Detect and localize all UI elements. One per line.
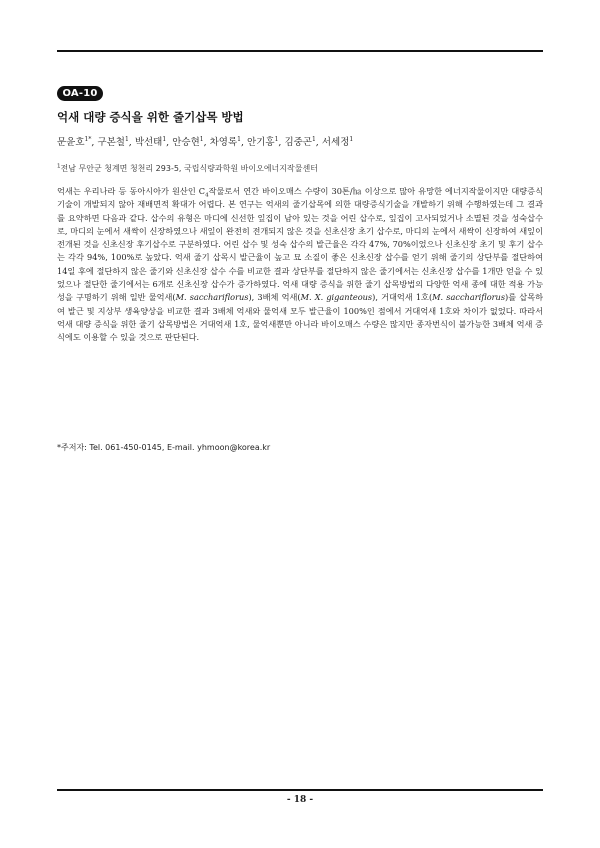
author-separator: , bbox=[240, 137, 248, 148]
abstract-text-5: )를 삽목하여 발근 및 지상부 생육양상을 비교한 결과 3배체 억새와 물억새 모두 발근율이 100%인 점에서 거대억새 1호와 차이가 없었다. 따라서 억새 대량 증식을 위한 줄기 삽목방법은 거대억새 1호, 물억새뿐만 아니라 바이오매스 수량은 많지만 종자번식이 불가능한 3배체 억새 증식에도 이용할 수 있을 것으로 판단된다. bbox=[57, 292, 544, 343]
author-separator: , bbox=[203, 137, 210, 148]
species-name: M. sacchariflorus bbox=[432, 292, 506, 303]
abstract-text-1: 억새는 우리나라 등 동아시아가 원산인 C bbox=[57, 186, 206, 196]
session-badge: OA-10 bbox=[57, 86, 103, 101]
author-separator: , bbox=[315, 137, 322, 148]
author-name: 박선태 bbox=[134, 137, 163, 148]
affiliation-marker: 1 bbox=[57, 163, 61, 170]
author-affiliation-marker: 1 bbox=[124, 135, 129, 143]
abstract-body bbox=[57, 185, 543, 345]
author-affiliation-marker: 1 bbox=[237, 135, 241, 143]
species-name: M. X. giganteous bbox=[300, 292, 373, 303]
author-name: 김중곤 bbox=[284, 137, 312, 148]
abstract-text-2: 작물로서 연간 바이오매스 수량이 30톤/㏊ 이상으로 많아 유망한 에너지작물이지만 대량증식기술이 개발되지 않아 재배면적 확대가 어렵다. 본 연구는 억새의 줄기삽목에 의한 대량증식기술을 개발하기 위해 수행하였는데 그 결과를 요약하면 다음과 같다. 삽수의 유형은 마디에 신선한 잎집이 남아 있는 것을 어린 삽수로, 잎집이 고사되었거나 소멸된 것을 성숙삽수로, 마디의 눈에서 새싹이 신장하였으나 새잎이 완전히 전개되지 않은 것을 신초신장 초기 삽수로, 마디의 눈에서 새싹이 신장하여 새잎이 전개된 것을 신초신장 후기삽수로 구분하였다. 어린 삽수 및 성숙 삽수의 발근율은 각각 47%, 70%이었으나 신초신장 초기 및 후기 삽수는 각각 94%, 100%로 높았다. 억새 줄기 삽목시 발근율이 높고 묘 소질이 좋은 신초신장 삽수를 얻기 위해 줄기의 상단부를 절단하여 14일 후에 절단하지 않은 줄기와 신초신장 삽수 수를 비교한 결과 상단부를 절단하지 않은 줄기에서는 신초신장 삽수를 1개만 얻을 수 있었으나 절단한 줄기에서는 6개로 신초신장 삽수가 증가하였다. 억새 대량 증식을 위한 줄기 삽목방법의 다양한 억새 종에 대한 적용 가능성을 구명하기 위해 일반 물억새( bbox=[57, 186, 543, 303]
author-affiliation-marker: 1 bbox=[274, 135, 279, 143]
species-name: M. sacchariflorus bbox=[175, 292, 249, 303]
bottom-rule bbox=[57, 789, 543, 791]
abstract-text-3: ), 3배체 억새( bbox=[248, 292, 301, 303]
author-list bbox=[57, 135, 543, 151]
author-affiliation-marker: 1 bbox=[311, 135, 316, 143]
author-separator: , bbox=[278, 137, 285, 148]
abstract-text-4: ), 거대억새 1호( bbox=[372, 292, 433, 303]
author-affiliation-marker: 1* bbox=[84, 135, 92, 143]
author-affiliation-marker: 1 bbox=[162, 135, 167, 143]
author-affiliation-marker: 1 bbox=[349, 135, 354, 143]
c4-subscript: 4 bbox=[205, 192, 209, 199]
author-name: 차영록 bbox=[209, 137, 238, 148]
author-name: 서세정 bbox=[321, 137, 350, 148]
affiliation-text: 전남 무안군 청계면 청천리 293-5, 국립식량과학원 바이오에너지작물센터 bbox=[60, 164, 318, 173]
author-name: 문윤호 bbox=[57, 137, 85, 148]
page-number: - 18 - bbox=[286, 795, 314, 805]
author-affiliation-marker: 1 bbox=[199, 135, 204, 143]
author-name: 안승현 bbox=[172, 137, 200, 148]
author-separator: , bbox=[128, 137, 135, 148]
affiliation bbox=[57, 162, 543, 176]
corresponding-author: *주저자: Tel. 061-450-0145, E-mail. yhmoon@korea.kr bbox=[57, 443, 271, 452]
top-rule bbox=[57, 50, 543, 52]
author-name: 구본철 bbox=[97, 137, 125, 148]
author-name: 안기홍 bbox=[247, 137, 275, 148]
author-separator: , bbox=[166, 137, 173, 148]
author-separator: , bbox=[91, 137, 98, 148]
paper-title: 억새 대량 증식을 위한 줄기삽목 방법 bbox=[57, 110, 244, 124]
